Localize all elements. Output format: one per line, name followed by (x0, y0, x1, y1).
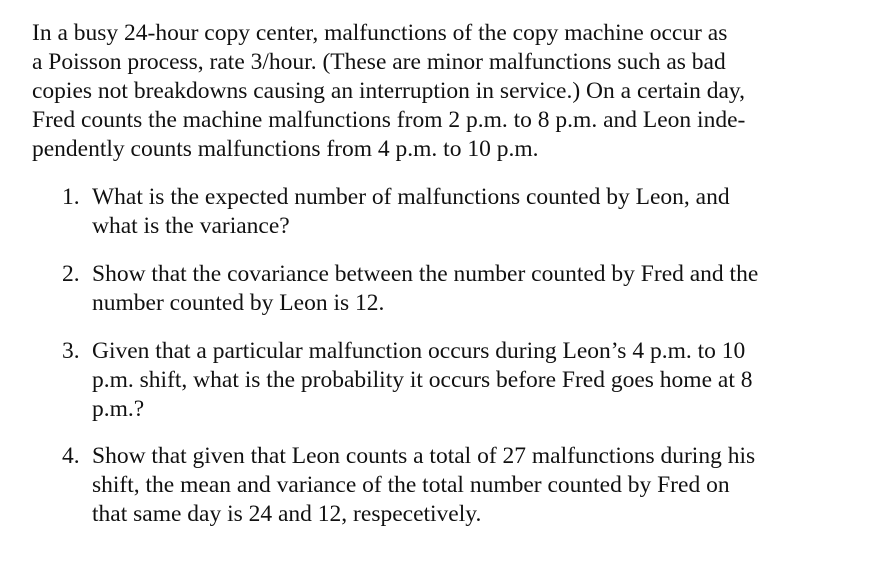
question-number: 4. (62, 443, 80, 469)
question-number: 2. (62, 261, 80, 287)
intro-line: In a busy 24-hour copy center, malfunctions of the copy machine occur as (32, 20, 728, 46)
question-line: number counted by Leon is 12. (92, 290, 385, 316)
question-number: 1. (62, 184, 80, 210)
question-line: shift, the mean and variance of the total number counted by Fred on (92, 472, 730, 498)
question-line: p.m.? (92, 396, 145, 422)
question-line: Show that given that Leon counts a total of 27 malfunctions during his (92, 443, 756, 469)
question-line: Show that the covariance between the number counted by Fred and the (92, 261, 759, 287)
intro-line: copies not breakdowns causing an interruption in service.) On a certain day, (32, 78, 746, 104)
question-line: Given that a particular malfunction occurs during Leon’s 4 p.m. to 10 (92, 338, 746, 364)
intro-line: pendently counts malfunctions from 4 p.m. to 10 p.m. (32, 136, 539, 162)
question-line: What is the expected number of malfunctions counted by Leon, and (92, 184, 730, 210)
question-number: 3. (62, 338, 80, 364)
question-line: what is the variance? (92, 213, 290, 239)
intro-line: a Poisson process, rate 3/hour. (These are minor malfunctions such as bad (32, 49, 726, 75)
question-line: p.m. shift, what is the probability it occurs before Fred goes home at 8 (92, 367, 753, 393)
intro-line: Fred counts the machine malfunctions from 2 p.m. to 8 p.m. and Leon inde- (32, 107, 746, 133)
question-line: that same day is 24 and 12, respecetively. (92, 501, 482, 527)
